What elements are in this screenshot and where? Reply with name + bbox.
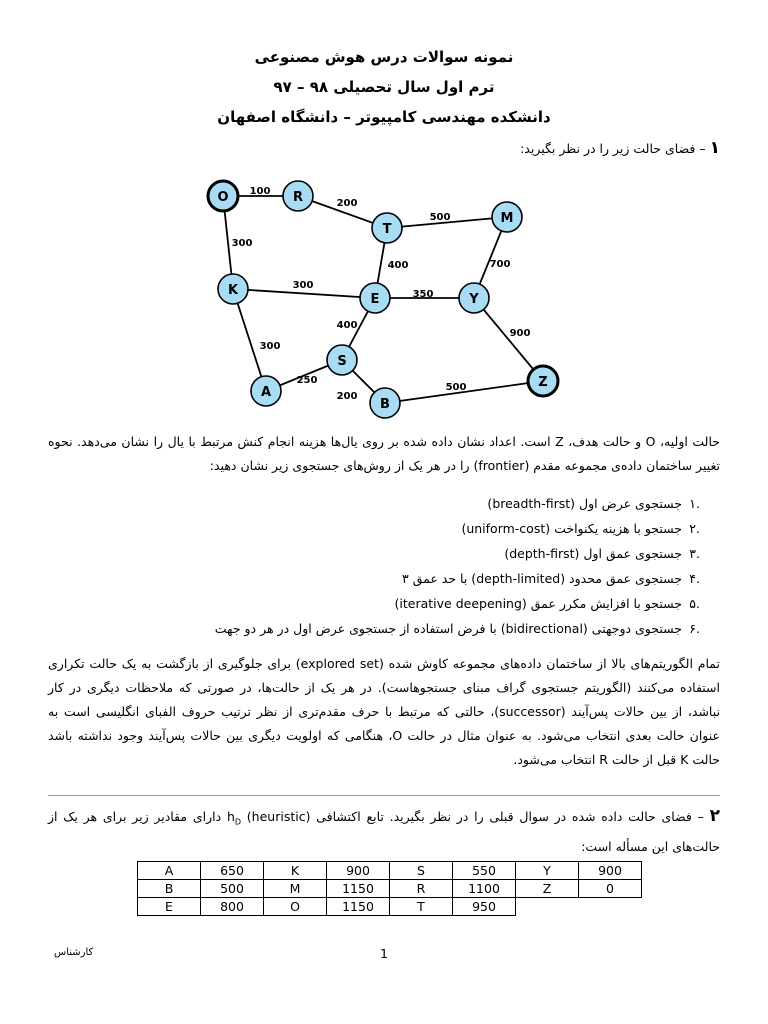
edge-k-a: [233, 289, 266, 391]
node-label: B: [380, 397, 390, 412]
search-methods-list: [215, 491, 700, 641]
node-o: [208, 181, 238, 211]
question-2-text-before: فضای حالت داده شده در سوال قبلی را در نظر بگیرید. تابع اکتشافی (heuristic): [246, 809, 692, 824]
edge-cost-label: 250: [296, 375, 318, 386]
table-cell: 500: [201, 880, 264, 898]
list-item: [215, 566, 700, 591]
question-2-number: ۲: [709, 806, 720, 826]
question-2-text: [48, 804, 720, 859]
table-cell: 800: [201, 898, 264, 916]
question-1-dash: –: [699, 141, 706, 156]
question-2-dash: –: [697, 809, 704, 824]
list-item: [215, 616, 700, 641]
table-cell: 900: [327, 862, 390, 880]
list-item: [215, 516, 700, 541]
node-label: Z: [538, 375, 548, 390]
list-item-number: .۴: [689, 571, 700, 586]
table-cell: 1100: [453, 880, 516, 898]
node-t: [372, 213, 402, 243]
header-title: نمونه سوالات درس هوش مصنوعی: [254, 48, 514, 66]
edge-cost-label: 400: [387, 260, 409, 271]
header-term: ترم اول سال تحصیلی ۹۸ – ۹۷: [273, 78, 495, 96]
list-item-number: .۲: [689, 521, 700, 536]
table-cell: S: [390, 862, 453, 880]
edge-cost-label: 300: [292, 280, 314, 291]
list-item-number: .۵: [689, 596, 700, 611]
node-label: T: [382, 222, 392, 237]
table-cell: 1150: [327, 898, 390, 916]
node-s: [327, 345, 357, 375]
edge-cost-label: 100: [249, 186, 271, 197]
edge-cost-label: 700: [489, 259, 511, 270]
table-cell: T: [390, 898, 453, 916]
node-m: [492, 202, 522, 232]
table-cell: 550: [453, 862, 516, 880]
list-item-text: جستجوی عرض اول (breadth-first): [487, 496, 682, 511]
node-label: R: [292, 190, 304, 205]
question-1-description: حالت اولیه، O و حالت هدف، Z است. اعداد نشان داده شده بر روی یال‌ها هزینه انجام کنش مرتبط با یال را نشان می‌دهد. نحوه تغییر ساختمان داده‌ی مجموعه مقدم (frontier) را در هر یک از روش‌های جستجوی زیر نشان دهید:: [48, 434, 720, 473]
table-cell: 900: [579, 862, 642, 880]
list-item-text: جستجوی عمق محدود (depth-limited) با حد عمق ۳: [402, 571, 682, 586]
edge-cost-label: 300: [259, 341, 281, 352]
heuristic-symbol: [226, 809, 242, 827]
list-item: [215, 541, 700, 566]
list-item-number: .۳: [689, 546, 700, 561]
table-cell: A: [138, 862, 201, 880]
node-label: M: [500, 211, 514, 226]
table-cell: B: [138, 880, 201, 898]
table-row: [138, 898, 642, 916]
table-cell: K: [264, 862, 327, 880]
table-cell: 650: [201, 862, 264, 880]
node-z: [528, 366, 558, 396]
node-label: A: [260, 385, 272, 400]
edge-cost-label: 500: [445, 382, 467, 393]
heuristic-subscript: D: [234, 817, 242, 827]
node-label: K: [227, 283, 239, 298]
list-item-number: .۱: [689, 496, 700, 511]
list-item-text: جستجو با افزایش مکرر عمق (iterative deepening): [394, 596, 682, 611]
edge-cost-label: 500: [429, 212, 451, 223]
table-cell: O: [264, 898, 327, 916]
table-cell: 0: [579, 880, 642, 898]
header-faculty: دانشکده مهندسی کامپیوتر – دانشگاه اصفهان: [217, 108, 551, 126]
table-cell: Z: [516, 880, 579, 898]
node-y: [459, 283, 489, 313]
list-item-text: جستجوی عمق اول (depth-first): [504, 546, 682, 561]
footer-author: کارشناس: [54, 947, 94, 958]
edge-cost-label: 400: [336, 320, 358, 331]
table-cell: R: [390, 880, 453, 898]
table-cell: 1150: [327, 880, 390, 898]
question-1-prompt: فضای حالت زیر را در نظر بگیرید:: [520, 141, 696, 156]
edge-cost-label: 200: [336, 198, 358, 209]
section-divider: [48, 795, 720, 796]
node-a: [251, 376, 281, 406]
state-space-graph: [190, 165, 590, 425]
node-k: [218, 274, 248, 304]
heuristic-table: [137, 861, 642, 916]
node-e: [360, 283, 390, 313]
heuristic-letter: h: [226, 809, 235, 824]
edge-cost-label: 900: [509, 328, 531, 339]
node-r: [283, 181, 313, 211]
node-label: O: [217, 190, 229, 205]
list-item: [215, 491, 700, 516]
question-1-number: ۱: [709, 138, 720, 158]
edge-cost-label: 300: [231, 238, 253, 249]
list-item: [215, 591, 700, 616]
table-cell: 950: [453, 898, 516, 916]
node-label: Y: [469, 292, 479, 307]
table-row: [138, 880, 642, 898]
list-item-number: .۶: [689, 621, 700, 636]
page-number: 1: [380, 946, 388, 961]
edge-cost-label: 350: [412, 289, 434, 300]
node-label: E: [370, 292, 380, 307]
table-cell: Y: [516, 862, 579, 880]
table-cell: M: [264, 880, 327, 898]
table-cell: E: [138, 898, 201, 916]
question-1-note: تمام الگوریتم‌های بالا از ساختمان داده‌های مجموعه کاوش شده (explored set) برای جلوگیری از بازگشت به یک حالت تکراری استفاده می‌کنند (الگوریتم جستجوی گراف مبنای جستجوهاست). در هر یک از حالت‌ها، در صورتی که ملاحظات دیگری در کار نباشد، از بین حالات پس‌آیند (successor)، حالتی که مرتبط با حرف مقدم‌تری از نظر ترتیب حروف الفبای انگلیسی است به عنوان حالت بعدی انتخاب می‌شود. به عنوان مثال در حالت O، هنگامی که اولویت دیگری بین حالات پس‌آیند وجود نداشته باشد حالت K قبل از حالت R انتخاب می‌شود.: [48, 656, 720, 767]
node-b: [370, 388, 400, 418]
list-item-text: جستجوی دوجهتی (bidirectional) با فرض استفاده از جستجوی عرض اول در هر دو جهت: [214, 621, 682, 636]
list-item-text: جستجو با هزینه یکنواخت (uniform-cost): [461, 521, 682, 536]
edge-cost-label: 200: [336, 391, 358, 402]
question-1-heading: [520, 138, 720, 158]
question-2-text-after: دارای مقادیر زیر برای هر یک از حالت‌های این مسأله است:: [48, 809, 720, 854]
table-row: [138, 862, 642, 880]
graph-nodes: [208, 181, 558, 418]
node-label: S: [337, 354, 347, 369]
